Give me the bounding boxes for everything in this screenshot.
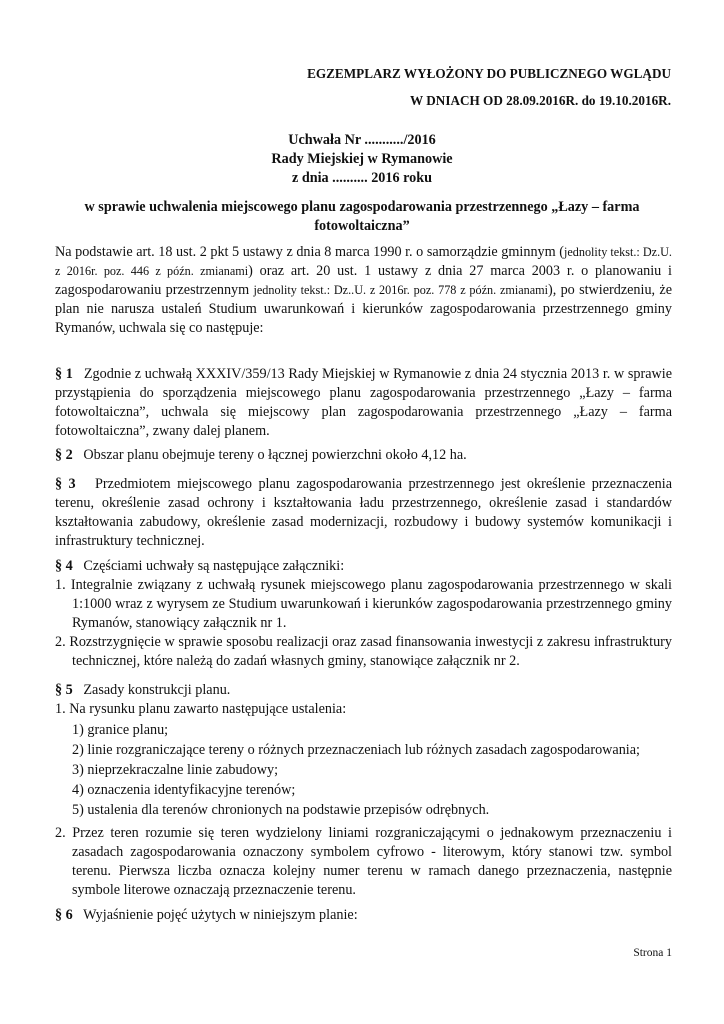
section-5-subitem-1: 1) granice planu; (72, 722, 169, 738)
intro-part-1: Na podstawie art. 18 ust. 2 pkt 5 ustawy z dnia 8 marca 1990 r. o samorządzie gminnym ( (55, 244, 564, 260)
section-6-text: Wyjaśnienie pojęć użytych w niniejszym planie: (83, 907, 358, 923)
section-5-item-2: 2. Przez teren rozumie się teren wydzielony liniami rozgraniczającymi o jednakowym przeznaczeniu i zasadach zagospodarowania oznaczony symbolem cyfrowo - literowym, który stanowi tzw. symbol terenu. Pierwsza liczba oznacza kolejny numer terenu w ramach danego przeznaczenia, następnie symbole literowe oznaczają przeznaczenie terenu. (55, 825, 672, 898)
intro-part-4: jednolity tekst.: Dz..U. z 2016r. poz. 778 z późn. zmianami (253, 283, 548, 297)
section-4-item-2: 2. Rozstrzygnięcie w sprawie sposobu realizacji oraz zasad finansowania inwestycji z zakresu infrastruktury technicznej, które należą do zadań własnych gminy, stanowiące załącznik nr 2. (55, 634, 672, 669)
resolution-date: z dnia .......... 2016 roku (291, 170, 433, 186)
section-1-text: Zgodnie z uchwałą XXXIV/359/13 Rady Miejskiej w Rymanowie z dnia 24 stycznia 2013 r. w sprawie przystąpienia do sporządzenia miejscowego planu zagospodarowania przestrzennego „Łazy – farma fotowoltaiczna”, uchwala się miejscowy plan zagospodarowania przestrzennego „Łazy – farma fotowoltaiczna”, zwany dalej planem. (55, 366, 673, 439)
council-name: Rady Miejskiej w Rymanowie (271, 151, 453, 167)
section-4-text: Częściami uchwały są następujące załączniki: (83, 558, 345, 574)
section-6 (55, 906, 672, 925)
section-5-subitem-2: 2) linie rozgraniczające tereny o różnych przeznaczeniach lub różnych zasadach zagospodarowania; (72, 742, 640, 758)
section-2 (55, 446, 672, 465)
header-line-1: EGZEMPLARZ WYŁOŻONY DO PUBLICZNEGO WGLĄDU (307, 66, 671, 81)
page-number: Strona 1 (633, 947, 672, 959)
header-line-2: W DNIACH OD 28.09.2016R. do 19.10.2016R. (410, 93, 671, 108)
section-5-subitem-3: 3) nieprzekraczalne linie zabudowy; (72, 762, 279, 778)
legal-basis-paragraph (55, 243, 672, 338)
section-5-text: Zasady konstrukcji planu. (83, 682, 231, 698)
section-3-number: § 3 (55, 476, 76, 492)
section-5 (55, 681, 672, 700)
resolution-subject: w sprawie uchwalenia miejscowego planu zagospodarowania przestrzennego „Łazy – farma fotowoltaiczna” (84, 199, 640, 234)
section-4 (55, 557, 672, 576)
section-5-subitem-4: 4) oznaczenia identyfikacyjne terenów; (72, 782, 296, 798)
section-4-number: § 4 (55, 558, 73, 574)
section-2-number: § 2 (55, 447, 73, 463)
section-5-subitem-5: 5) ustalenia dla terenów chronionych na podstawie przepisów odrębnych. (72, 802, 490, 818)
section-1 (55, 365, 672, 441)
intro-part-3: ) oraz art. 20 ust. 1 ustawy z dnia 27 marca 2003 r. o planowaniu i zagospodarowaniu przestrzennym (55, 263, 672, 298)
resolution-number: Uchwała Nr .........../2016 (288, 132, 436, 148)
section-5-item-1: 1. Na rysunku planu zawarto następujące ustalenia: (55, 701, 347, 717)
section-6-number: § 6 (55, 907, 73, 923)
section-3-text: Przedmiotem miejscowego planu zagospodarowania przestrzennego jest określenie przeznaczenia terenu, określenie zasad ochrony i kształtowania ładu przestrzennego, określenie zasad i standardów kształtowania zabudowy, określenie zasad modernizacji, rozbudowy i budowy systemów komunikacji i infrastruktury technicznej. (55, 476, 673, 549)
section-5-number: § 5 (55, 682, 73, 698)
intro-part-5: ), po stwierdzeniu, że plan nie narusza ustaleń Studium uwarunkowań i kierunków zagospodarowania przestrzennego gminy Rymanów, uchwala się co następuje: (55, 282, 672, 336)
section-1-number: § 1 (55, 366, 73, 382)
section-2-text: Obszar planu obejmuje tereny o łącznej powierzchni około 4,12 ha. (83, 447, 467, 463)
section-3 (55, 475, 672, 551)
intro-part-2: jednolity tekst.: Dz.U. z 2016r. poz. 446 z późn. zmianami (55, 245, 672, 278)
section-4-item-1: 1. Integralnie związany z uchwałą rysunek miejscowego planu zagospodarowania przestrzennego w skali 1:1000 wraz z wyrysem ze Studium uwarunkowań i kierunków zagospodarowania przestrzennego gminy Rymanów, stanowiący załącznik nr 1. (55, 577, 672, 631)
